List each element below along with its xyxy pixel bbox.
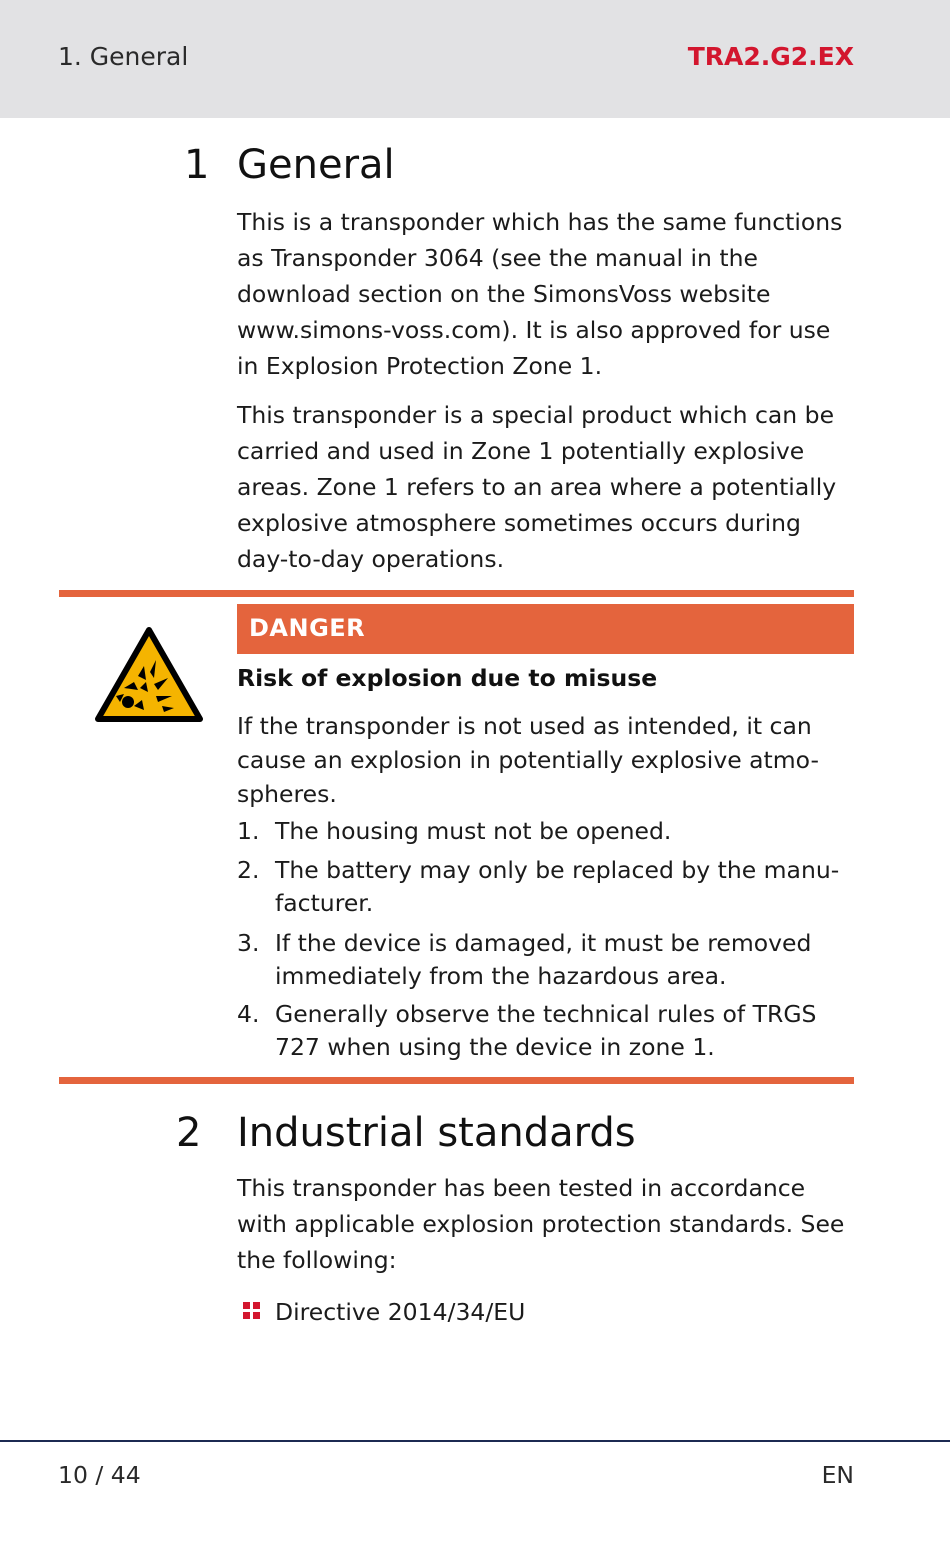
danger-top-rule bbox=[59, 590, 854, 597]
section-1-paragraph-2: This transponder is a special product which can be carried and used in Zone 1 potentially explosive areas. Zone 1 refers to an area where a potentially explosive atmosphere sometimes occurs during day-to-day operations. bbox=[237, 401, 837, 573]
danger-list-text: If the device is damaged, it must be removed immediately from the hazardous area. bbox=[275, 929, 812, 990]
danger-title: Risk of explosion due to misuse bbox=[237, 664, 658, 692]
danger-list-number: 3. bbox=[237, 929, 260, 957]
section-1-paragraph-1: This is a transponder which has the same functions as Transponder 3064 (see the manual in the download section on the SimonsVoss website www.simons-voss.com). It is also approved for use in Explosion Protection Zone 1. bbox=[237, 208, 843, 380]
danger-list-text: The housing must not be opened. bbox=[275, 817, 672, 845]
footer-rule bbox=[0, 1440, 950, 1442]
danger-list-number: 1. bbox=[237, 817, 260, 845]
danger-list-number: 2. bbox=[237, 856, 260, 884]
danger-bottom-rule bbox=[59, 1077, 854, 1084]
danger-list-text: Generally observe the technical rules of TRGS 727 when using the device in zone 1. bbox=[275, 1000, 817, 1061]
danger-list-text: The battery may only be replaced by the manu-facturer. bbox=[275, 856, 840, 917]
header-product-code: TRA2.G2.EX bbox=[687, 42, 854, 71]
explosion-warning-icon bbox=[94, 626, 204, 723]
danger-label: DANGER bbox=[249, 614, 366, 642]
header-section-label: 1. General bbox=[58, 42, 189, 71]
bullet-item: Directive 2014/34/EU bbox=[275, 1298, 526, 1326]
page-number: 10 / 44 bbox=[58, 1461, 141, 1489]
danger-banner bbox=[237, 604, 854, 654]
language-code: EN bbox=[821, 1461, 854, 1489]
section-2-title: Industrial standards bbox=[237, 1110, 636, 1156]
page-header bbox=[0, 0, 950, 118]
section-1-title: General bbox=[237, 142, 395, 188]
danger-list-number: 4. bbox=[237, 1000, 260, 1028]
section-1-number: 1 bbox=[184, 142, 210, 188]
section-2-paragraph: This transponder has been tested in accordance with applicable explosion protection standards. See the following: bbox=[237, 1174, 845, 1274]
four-squares-bullet-icon bbox=[243, 1302, 261, 1320]
section-2-number: 2 bbox=[176, 1110, 202, 1156]
danger-text: If the transponder is not used as intended, it can cause an explosion in potentially explosive atmo-spheres. bbox=[237, 712, 819, 808]
